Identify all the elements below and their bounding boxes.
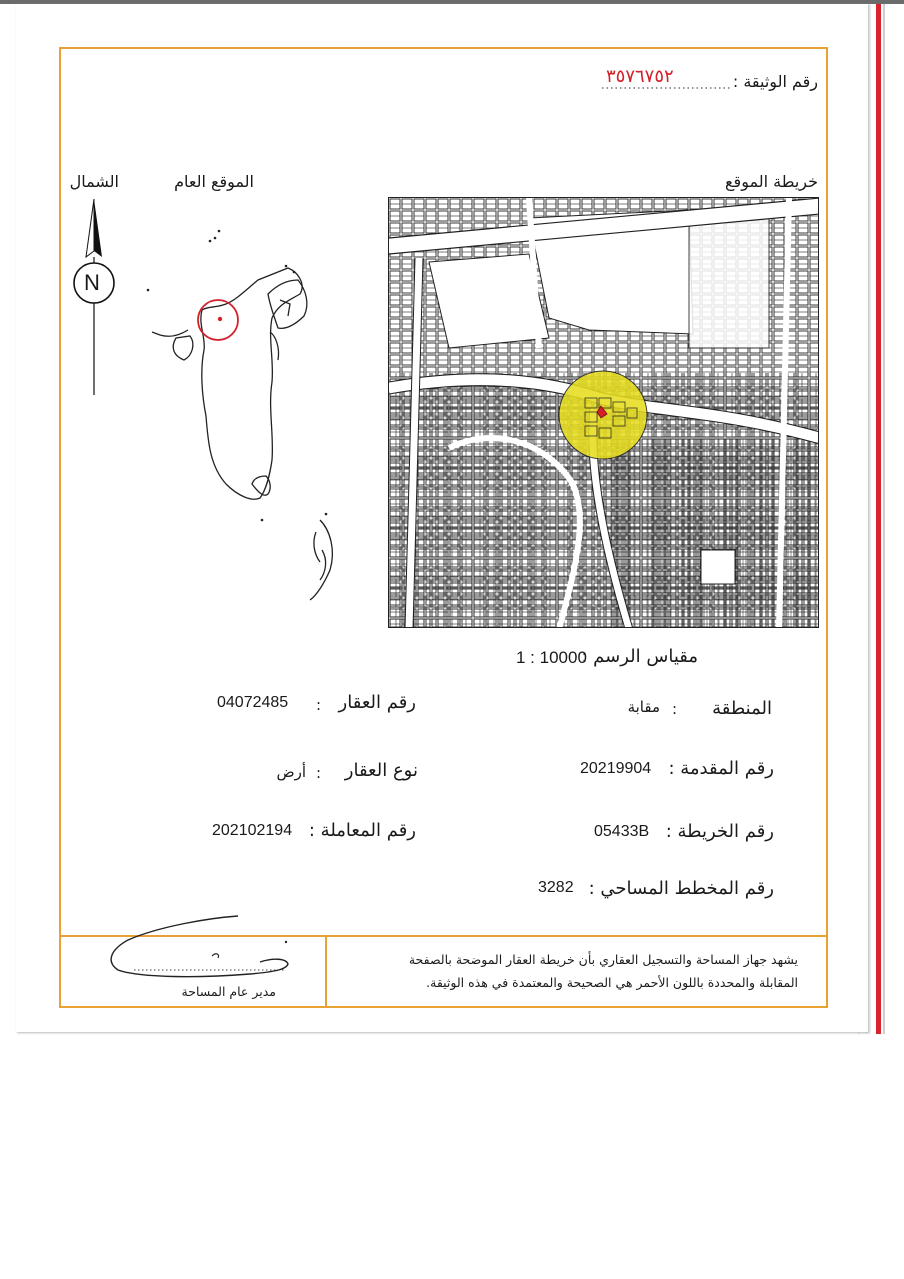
area-value: مقابة (627, 698, 660, 716)
property-number-value: 04072485 (217, 694, 289, 711)
certification-line-1: يشهد جهاز المساحة والتسجيل العقاري بأن خريطة العقار الموضحة بالصفحة (408, 952, 798, 967)
locator-map-icon (140, 220, 360, 610)
page-edge (883, 4, 885, 1034)
site-map (388, 197, 819, 628)
site-map-drawing (389, 198, 819, 628)
doc-number-value: ٣٥٧٦٧٥٢ (606, 66, 674, 87)
signature-icon (100, 912, 300, 982)
property-type-separator: : (316, 764, 322, 782)
survey-plan-value: 3282 (538, 879, 574, 896)
map-number-label: رقم الخريطة : (665, 821, 774, 842)
property-type-value: أرض (276, 763, 306, 781)
north-arrow-icon (68, 195, 120, 400)
red-page-edge (876, 4, 881, 1034)
area-separator: : (672, 700, 678, 718)
site-map-label: خريطة الموقع (725, 172, 818, 191)
north-letter: N (84, 270, 100, 295)
certification-line-2: المقابلة والمحددة باللون الأحمر هي الصحيحة والمعتمدة في هذه الوثيقة. (426, 975, 798, 990)
scale-label: مقياس الرسم : (581, 646, 698, 667)
signature-divider (325, 935, 327, 1006)
doc-number-label: رقم الوثيقة : (732, 72, 818, 91)
intro-number-value: 20219904 (580, 760, 652, 777)
transaction-number-label: رقم المعاملة : (308, 820, 416, 841)
area-label: المنطقة (712, 698, 772, 719)
intro-number-label: رقم المقدمة : (668, 758, 774, 779)
survey-plan-label: رقم المخطط المساحي : (588, 878, 774, 899)
general-location-label: الموقع العام (174, 172, 254, 191)
signature-title: مدير عام المساحة (181, 984, 276, 999)
property-number-label: رقم العقار (338, 692, 416, 713)
property-type-label: نوع العقار (344, 760, 418, 781)
transaction-number-value: 202102194 (212, 822, 293, 839)
doc-number-dotted-line (602, 86, 730, 90)
map-number-value: 05433B (594, 823, 650, 840)
property-number-separator: : (316, 696, 322, 714)
north-label: الشمال (69, 172, 119, 191)
scale-value: 1 : 10000 (516, 648, 587, 667)
